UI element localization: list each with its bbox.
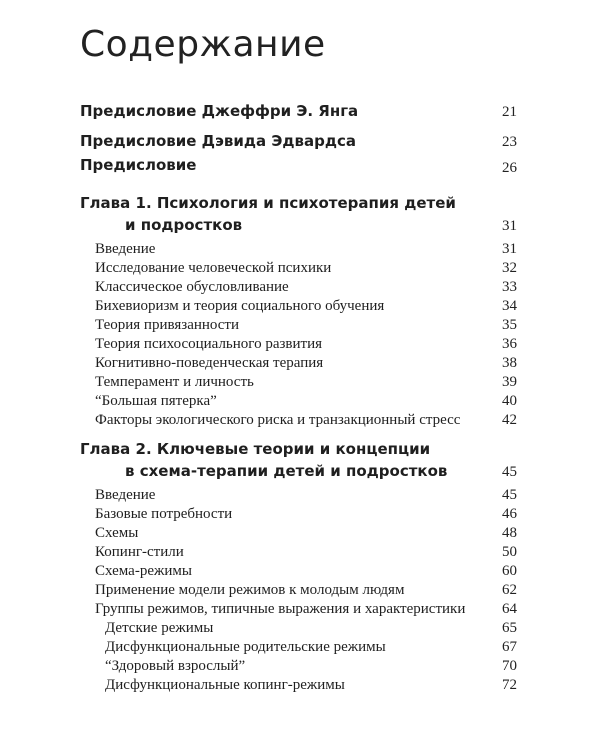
chapter-title-line1: Глава 2. Ключевые теории и концепции <box>80 440 431 458</box>
toc-entry-label: Бихевиоризм и теория социального обучения <box>95 298 385 314</box>
toc-entry-label: Схема-режимы <box>95 563 192 579</box>
toc-entry-label: Базовые потребности <box>95 506 233 522</box>
toc-entry-page: 65 <box>502 620 517 636</box>
page-title: Содержание <box>80 24 326 65</box>
toc-entry-label: Введение <box>95 487 156 503</box>
toc-entry-label: Детские режимы <box>105 620 214 636</box>
toc-entry-page: 67 <box>502 639 517 655</box>
toc-entry-page: 45 <box>502 487 517 503</box>
toc-entry-label: Предисловие Дэвида Эдвардса <box>80 132 356 150</box>
toc-entry-page: 26 <box>502 160 517 176</box>
toc-entry-page: 40 <box>502 393 517 409</box>
toc-entry-page: 42 <box>502 412 517 428</box>
toc-entry-label: Дисфункциональные копинг-режимы <box>105 677 345 693</box>
toc-entry-label: “Здоровый взрослый” <box>105 658 246 674</box>
toc-entry-page: 32 <box>502 260 517 276</box>
toc-entry-page: 50 <box>502 544 517 560</box>
toc-entry-page: 21 <box>502 104 517 120</box>
chapter-title-line1: Глава 1. Психология и психотерапия детей <box>80 194 456 212</box>
toc-entry-page: 33 <box>502 279 517 295</box>
toc-entry-label: Предисловие <box>80 156 197 174</box>
toc-entry-page: 31 <box>502 241 517 257</box>
toc-entry-page: 46 <box>502 506 517 522</box>
toc-entry-page: 31 <box>502 218 517 234</box>
toc-entry-label: Введение <box>95 241 156 257</box>
toc-entry-label: Дисфункциональные родительские режимы <box>105 639 386 655</box>
toc-entry-page: 38 <box>502 355 517 371</box>
toc-entry-label: Теория привязанности <box>95 317 240 333</box>
toc-entry-label: Темперамент и личность <box>95 374 254 390</box>
toc-entry-page: 72 <box>502 677 517 693</box>
toc-entry-page: 62 <box>502 582 517 598</box>
toc-entry-label: Теория психосоциального развития <box>95 336 322 352</box>
toc-entry-label: “Большая пятерка” <box>95 393 217 409</box>
toc-entry-label: Копинг-стили <box>95 544 184 560</box>
toc-entry-label: Исследование человеческой психики <box>95 260 332 276</box>
toc-entry-page: 48 <box>502 525 517 541</box>
toc-entry-page: 60 <box>502 563 517 579</box>
toc-entry-page: 35 <box>502 317 517 333</box>
toc-entry-label: Группы режимов, типичные выражения и характеристики <box>95 601 466 617</box>
chapter-title-line2: и подростков <box>125 216 243 234</box>
toc-entry-label: Схемы <box>95 525 139 541</box>
toc-entry-label: Классическое обусловливание <box>95 279 289 295</box>
chapter-title-line2: в схема-терапии детей и подростков <box>125 462 448 480</box>
toc-entry-page: 34 <box>502 298 517 314</box>
toc-entry-page: 45 <box>502 464 517 480</box>
toc-entry-label: Когнитивно-поведенческая терапия <box>95 355 324 371</box>
toc-entry-label: Факторы экологического риска и транзакционный стресс <box>95 412 461 428</box>
toc-entry-label: Применение модели режимов к молодым людям <box>95 582 405 598</box>
toc-entry-page: 70 <box>502 658 517 674</box>
toc-entry-page: 39 <box>502 374 517 390</box>
toc-entry-page: 64 <box>502 601 517 617</box>
toc-entry-page: 23 <box>502 134 517 150</box>
toc-entry-page: 36 <box>502 336 517 352</box>
toc-entry-label: Предисловие Джеффри Э. Янга <box>80 102 359 120</box>
